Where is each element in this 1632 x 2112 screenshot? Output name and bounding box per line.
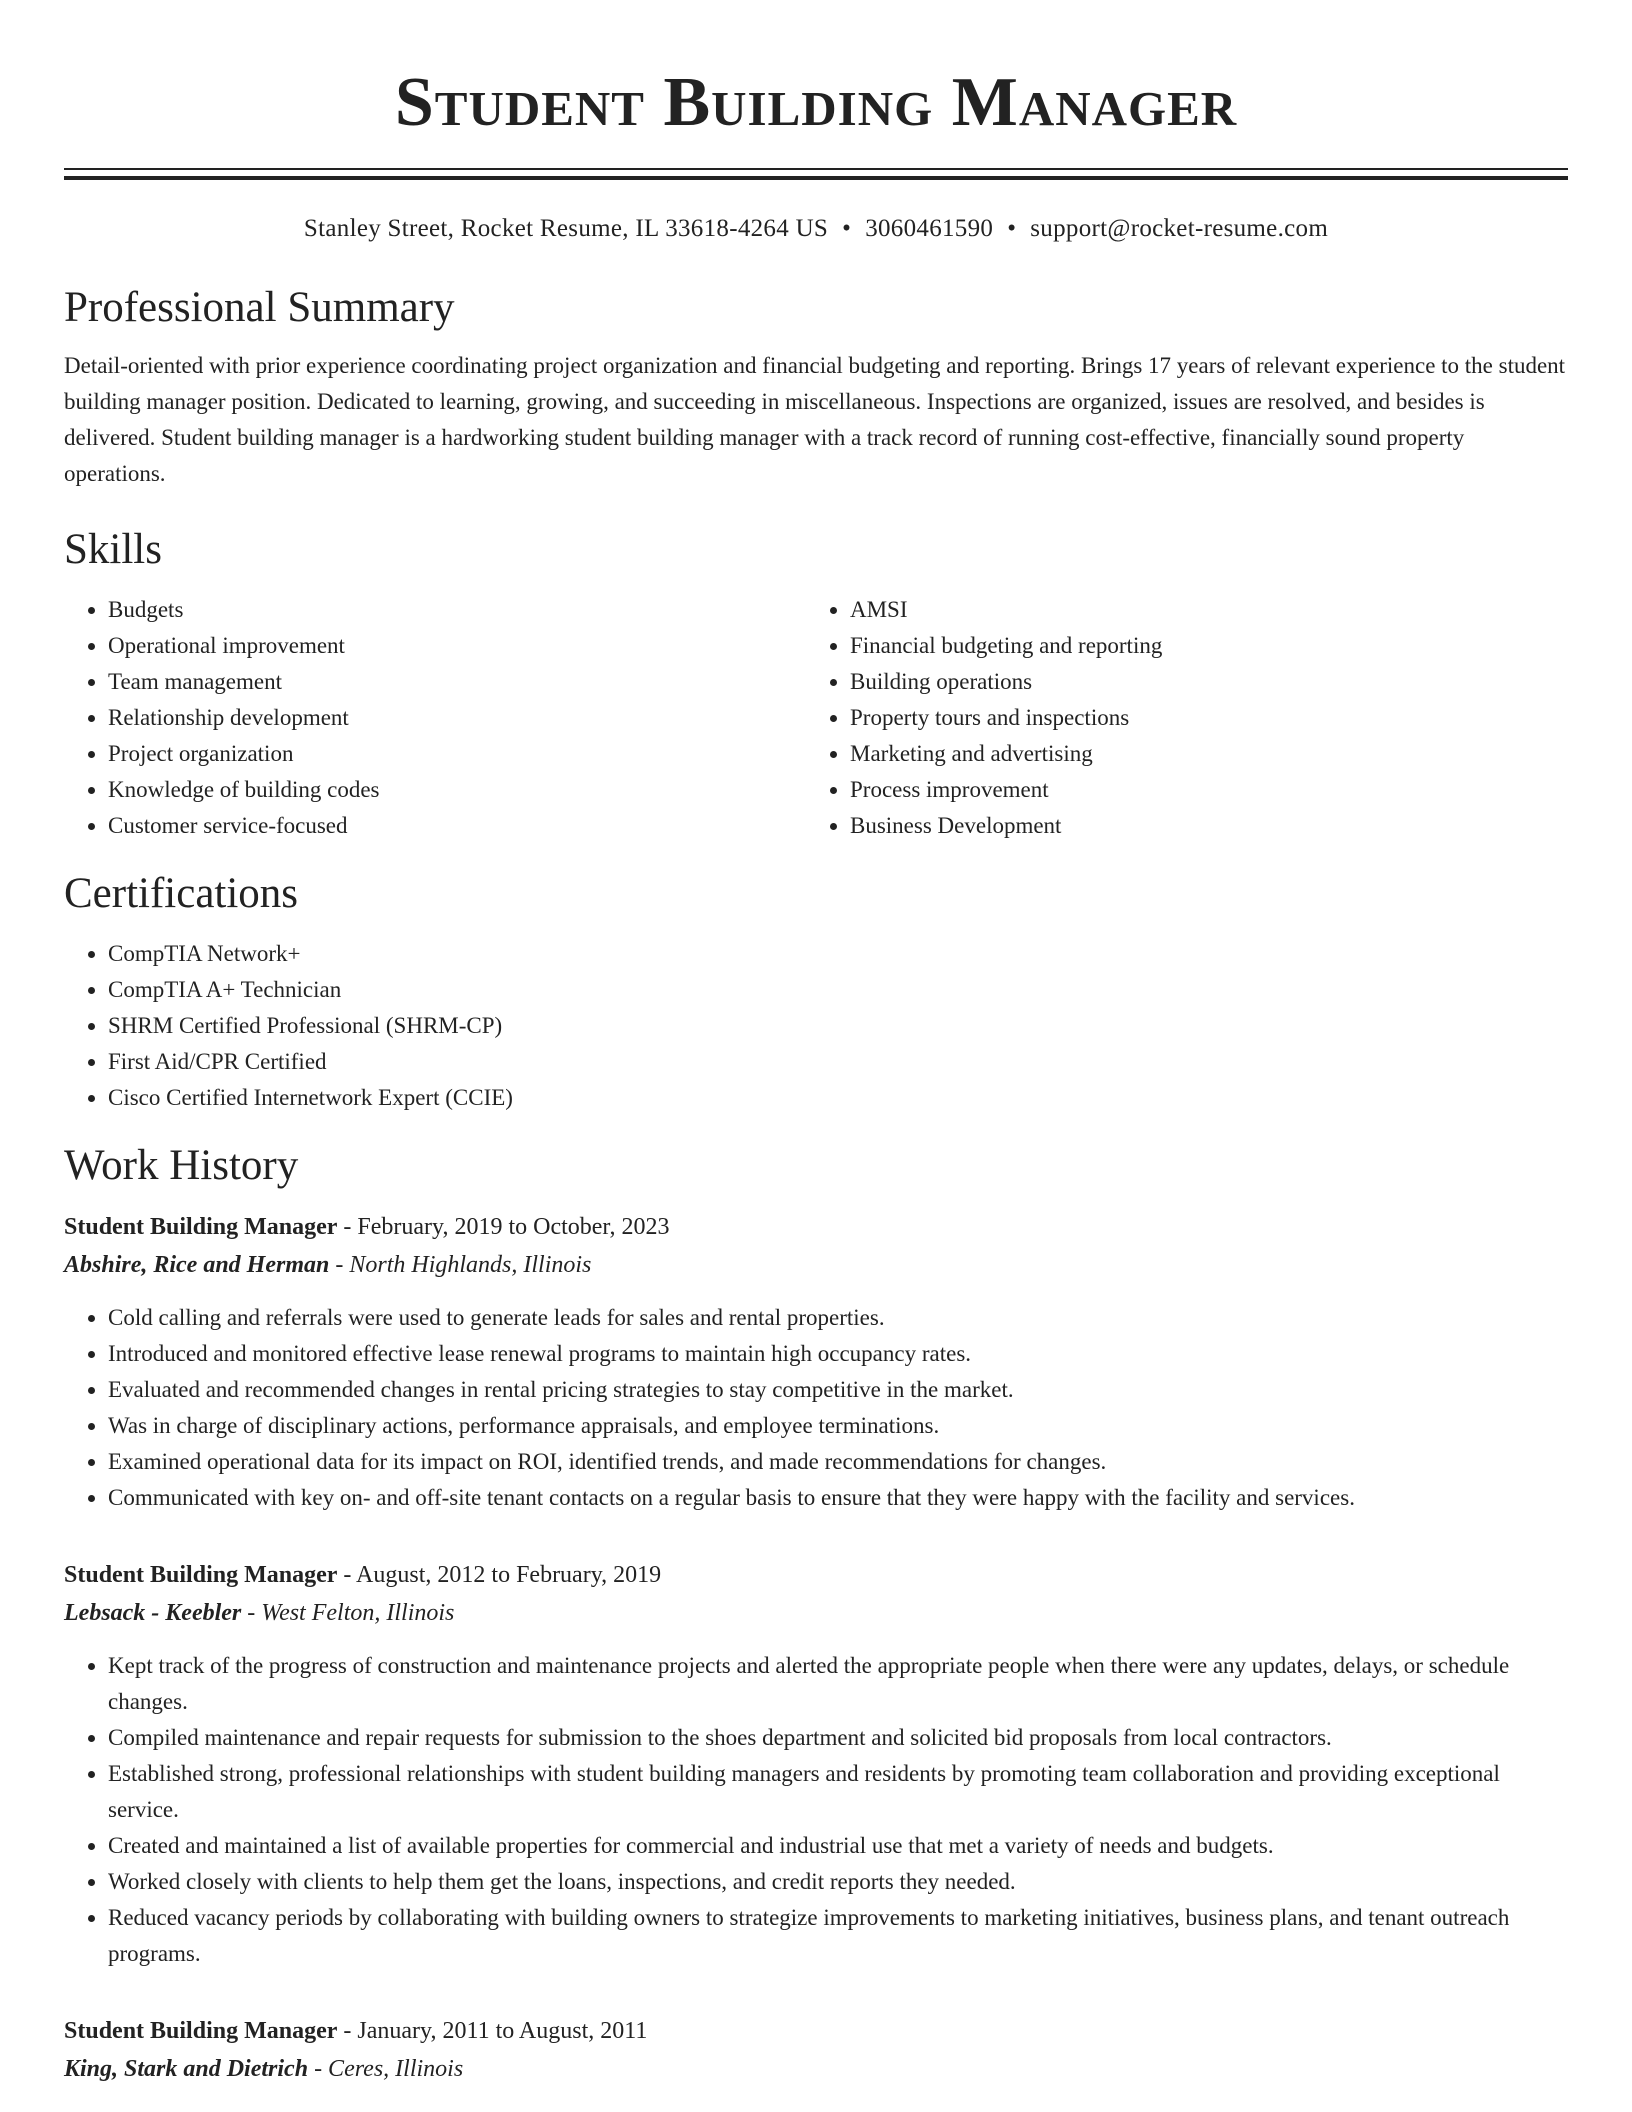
contact-address: Stanley Street, Rocket Resume, IL 33618-4264 US: [303, 215, 829, 242]
company-name: Abshire, Rice and Herman: [64, 1252, 330, 1278]
certification-item: • Cisco Certified Internetwork Expert (CCIE): [108, 1080, 1568, 1116]
job-duties-list: [64, 1648, 1568, 1972]
job-entry: [64, 2012, 1568, 2088]
skill-item: • Operational improvement: [108, 628, 806, 664]
job-duties-list: [64, 1300, 1568, 1516]
skill-item: • Marketing and advertising: [850, 736, 1548, 772]
skill-item: • Budgets: [108, 592, 806, 628]
certification-item: • CompTIA A+ Technician: [108, 972, 1568, 1008]
skill-item: • Financial budgeting and reporting: [850, 628, 1548, 664]
section-heading-summary: Professional Summary: [64, 284, 455, 331]
job-title-line: [64, 1556, 1568, 1594]
summary-section: [64, 280, 1568, 492]
contact-separator: •: [842, 215, 852, 242]
section-heading-certifications: Certifications: [64, 870, 299, 917]
skills-list-left: [64, 592, 806, 844]
skill-item: • Customer service-focused: [108, 808, 806, 844]
job-title-line: [64, 1208, 1568, 1246]
contact-phone: 3060461590: [865, 215, 994, 242]
duty-item: • Compiled maintenance and repair requests for submission to the shoes department and solicited bid proposals from local contractors.: [108, 1720, 1568, 1756]
candidate-name: Student Building Manager: [394, 64, 1238, 141]
certification-item: • CompTIA Network+: [108, 936, 1568, 972]
skills-column-right: [806, 592, 1548, 844]
job-title: Student Building Manager: [64, 1214, 338, 1240]
summary-text: Detail-oriented with prior experience coordinating project organization and financial budgeting and reporting. Brings 17 years of relevant experience to the student building manager position. Dedicated to learning, growing, and succeeding in miscellaneous. Inspections are organized, issues are resolved, and besides is delivered. Student building manager is a hardworking student building manager with a track record of running cost-effective, financially sound property operations.: [64, 353, 1566, 486]
company-line: [64, 1246, 1568, 1284]
company-name: King, Stark and Dietrich: [64, 2056, 309, 2082]
work-history-section: [64, 1138, 1568, 2088]
job-dates: - January, 2011 to August, 2011: [337, 2018, 648, 2044]
certifications-section: [64, 866, 1568, 1116]
skills-column-left: [64, 592, 806, 844]
skill-item: • Property tours and inspections: [850, 700, 1548, 736]
section-heading-skills: Skills: [64, 526, 162, 573]
duty-item: • Established strong, professional relationships with student building managers and residents by promoting team collaboration and providing exceptional service.: [108, 1756, 1568, 1828]
skill-item: • Process improvement: [850, 772, 1548, 808]
job-title: Student Building Manager: [64, 1562, 338, 1588]
section-heading-work-history: Work History: [64, 1142, 299, 1189]
skill-item: • Project organization: [108, 736, 806, 772]
certification-item: • First Aid/CPR Certified: [108, 1044, 1568, 1080]
contact-email: support@rocket-resume.com: [1030, 215, 1329, 242]
job-title: Student Building Manager: [64, 2018, 338, 2044]
duty-item: • Reduced vacancy periods by collaborating with building owners to strategize improvements to marketing initiatives, business plans, and tenant outreach programs.: [108, 1900, 1568, 1972]
company-line: [64, 1594, 1568, 1632]
certifications-list: [64, 936, 1568, 1116]
company-location: - West Felton, Illinois: [241, 1600, 455, 1626]
job-entry: [64, 1556, 1568, 1972]
duty-item: • Created and maintained a list of available properties for commercial and industrial use that met a variety of needs and budgets.: [108, 1828, 1568, 1864]
company-location: - North Highlands, Illinois: [329, 1252, 592, 1278]
duty-item: • Evaluated and recommended changes in rental pricing strategies to stay competitive in the market.: [108, 1372, 1568, 1408]
skill-item: • Business Development: [850, 808, 1548, 844]
job-dates: - February, 2019 to October, 2023: [337, 1214, 670, 1240]
duty-item: • Cold calling and referrals were used to generate leads for sales and rental properties.: [108, 1300, 1568, 1336]
duty-item: • Kept track of the progress of construction and maintenance projects and alerted the appropriate people when there were any updates, delays, or schedule changes.: [108, 1648, 1568, 1720]
contact-separator: •: [1007, 215, 1017, 242]
skill-item: • Relationship development: [108, 700, 806, 736]
skill-item: • Team management: [108, 664, 806, 700]
skills-grid: [64, 592, 1568, 844]
skill-item: • Knowledge of building codes: [108, 772, 806, 808]
duty-item: • Worked closely with clients to help them get the loans, inspections, and credit reports they needed.: [108, 1864, 1568, 1900]
header-divider-thick: [64, 176, 1568, 180]
duty-item: • Communicated with key on- and off-site tenant contacts on a regular basis to ensure that they were happy with the facility and services.: [108, 1480, 1568, 1516]
job-title-line: [64, 2012, 1568, 2050]
contact-line: [64, 212, 1568, 246]
company-name: Lebsack - Keebler: [64, 1600, 242, 1626]
skill-item: • AMSI: [850, 592, 1548, 628]
duty-item: • Was in charge of disciplinary actions, performance appraisals, and employee terminations.: [108, 1408, 1568, 1444]
resume-page: [64, 0, 1568, 2088]
company-location: - Ceres, Illinois: [308, 2056, 464, 2082]
certification-item: • SHRM Certified Professional (SHRM-CP): [108, 1008, 1568, 1044]
header-divider-thin: [64, 168, 1568, 170]
job-entry: [64, 1208, 1568, 1516]
company-line: [64, 2050, 1568, 2088]
skills-list-right: [806, 592, 1548, 844]
job-dates: - August, 2012 to February, 2019: [337, 1562, 662, 1588]
duty-item: • Introduced and monitored effective lease renewal programs to maintain high occupancy rates.: [108, 1336, 1568, 1372]
skills-section: [64, 522, 1568, 844]
duty-item: • Examined operational data for its impact on ROI, identified trends, and made recommendations for changes.: [108, 1444, 1568, 1480]
skill-item: • Building operations: [850, 664, 1548, 700]
